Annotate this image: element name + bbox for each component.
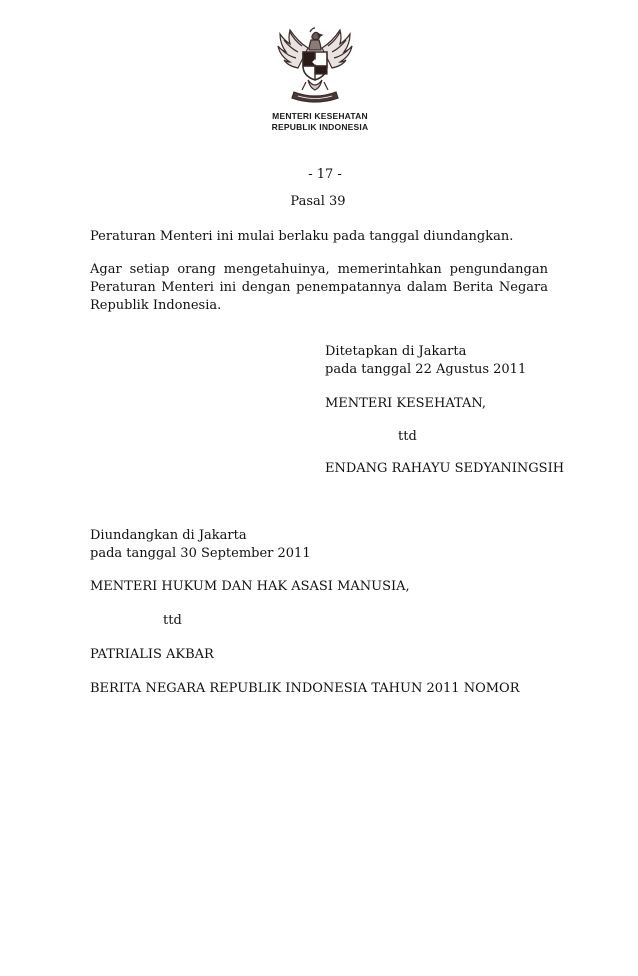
paragraph-line: Peraturan Menteri ini dengan penempatannya dalam Berita Negara (90, 280, 548, 295)
letterhead-country: REPUBLIK INDONESIA (271, 122, 369, 132)
article-title: Pasal 39 (290, 194, 346, 209)
paragraph-line: Agar setiap orang mengetahuinya, memerintahkan pengundangan (90, 262, 548, 277)
enactment-signature-mark: ttd (398, 429, 417, 444)
gazette-reference: BERITA NEGARA REPUBLIK INDONESIA TAHUN 2011 NOMOR (90, 681, 520, 696)
promulgation-official-title: MENTERI HUKUM DAN HAK ASASI MANUSIA, (90, 579, 410, 594)
enactment-date: pada tanggal 22 Agustus 2011 (325, 362, 527, 377)
page-number: - 17 - (308, 167, 342, 182)
enactment-official-name: ENDANG RAHAYU SEDYANINGSIH (325, 461, 565, 476)
promulgation-place: Diundangkan di Jakarta (90, 528, 247, 543)
promulgation-date: pada tanggal 30 September 2011 (90, 546, 311, 561)
effective-date-paragraph: Peraturan Menteri ini mulai berlaku pada tanggal diundangkan. (90, 229, 514, 244)
paragraph-line: Republik Indonesia. (90, 298, 222, 313)
letterhead-ministry: MENTERI KESEHATAN (272, 111, 368, 121)
enactment-place: Ditetapkan di Jakarta (325, 344, 467, 359)
enactment-official-title: MENTERI KESEHATAN, (325, 396, 487, 411)
promulgation-order-paragraph (90, 261, 548, 315)
promulgation-signature-mark: ttd (163, 613, 182, 628)
promulgation-official-name: PATRIALIS AKBAR (90, 647, 214, 662)
garuda-pancasila-emblem-icon (272, 26, 358, 106)
